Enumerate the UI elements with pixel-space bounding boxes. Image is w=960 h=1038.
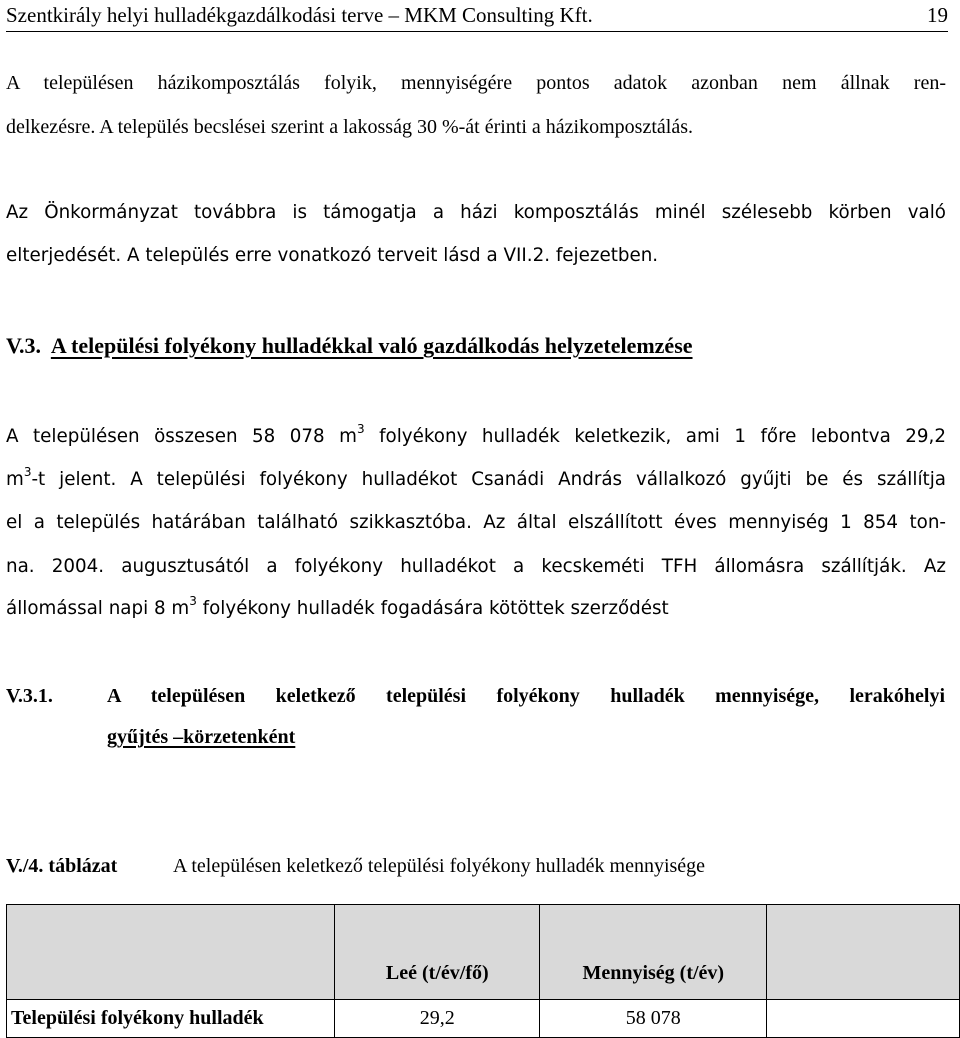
data-table	[6, 904, 960, 1038]
text-run: A településen összesen 58 078 m	[6, 426, 357, 447]
paragraph-line: A településen házikomposztálás folyik, mennyiségére pontos adatok azonban nem állnak ren-	[6, 72, 946, 94]
table-header-cell	[767, 905, 960, 1000]
section-heading	[6, 333, 926, 359]
table-header-cell: Mennyiség (t/év)	[540, 905, 767, 1000]
paragraph-line: na. 2004. augusztusától a folyékony hulladékot a kecskeméti TFH állomásra szállítják. Az	[6, 556, 946, 577]
paragraph-line	[6, 464, 946, 490]
paragraph-line	[6, 421, 947, 447]
text-run: állomással napi 8 m	[6, 598, 190, 619]
text-run: m	[6, 469, 24, 490]
superscript: 3	[23, 464, 32, 479]
table-header-cell	[7, 905, 335, 1000]
text-run: folyékony hulladék keletkezik, ami 1 főre lebontva 29,2	[364, 426, 947, 447]
table-row	[7, 1000, 960, 1038]
subsection-number: V.3.1.	[6, 685, 53, 707]
text-run: -t jelent. A települési folyékony hulladékot Csanádi András vállalkozó gyűjti be és szállítja	[31, 469, 946, 490]
table-cell	[767, 1000, 960, 1038]
table-header-cell: Leé (t/év/fő)	[335, 905, 540, 1000]
table-caption-title: A településen keletkező települési folyékony hulladék mennyisége	[173, 855, 706, 877]
table-caption-label: V./4. táblázat	[6, 855, 118, 877]
subsection-title: A településen keletkező települési folyékony hulladék mennyisége, lerakóhelyi	[107, 685, 945, 707]
paragraph-line: Az Önkormányzat továbbra is támogatja a házi komposztálás minél szélesebb körben való	[6, 202, 946, 223]
superscript: 3	[356, 421, 365, 436]
table-cell: Települési folyékony hulladék	[7, 1000, 335, 1038]
subsection-title-cont: gyűjtés –körzetenként	[107, 726, 296, 748]
paragraph-line: el a település határában található szikkasztóba. Az által elszállított éves mennyiség 1 854 ton-	[6, 512, 946, 533]
paragraph-line: delkezésre. A település becslései szerint a lakosság 30 %-át érinti a házikomposztálás.	[6, 116, 693, 138]
superscript: 3	[189, 593, 197, 608]
document-title: Szentkirály helyi hulladékgazdálkodási terve – MKM Consulting Kft.	[6, 3, 593, 27]
paragraph-line	[6, 593, 669, 619]
text-run: folyékony hulladék fogadására kötöttek szerződést	[196, 598, 669, 619]
page-number: 19	[927, 3, 948, 27]
page-header	[6, 2, 948, 32]
table-cell: 29,2	[335, 1000, 540, 1038]
section-number: V.3.	[6, 333, 42, 358]
section-title: A települési folyékony hulladékkal való gazdálkodás helyzetelemzése	[50, 333, 693, 358]
table-header-row	[7, 905, 960, 1000]
table-cell: 58 078	[540, 1000, 767, 1038]
paragraph-line: elterjedését. A település erre vonatkozó terveit lásd a VII.2. fejezetben.	[6, 245, 659, 266]
